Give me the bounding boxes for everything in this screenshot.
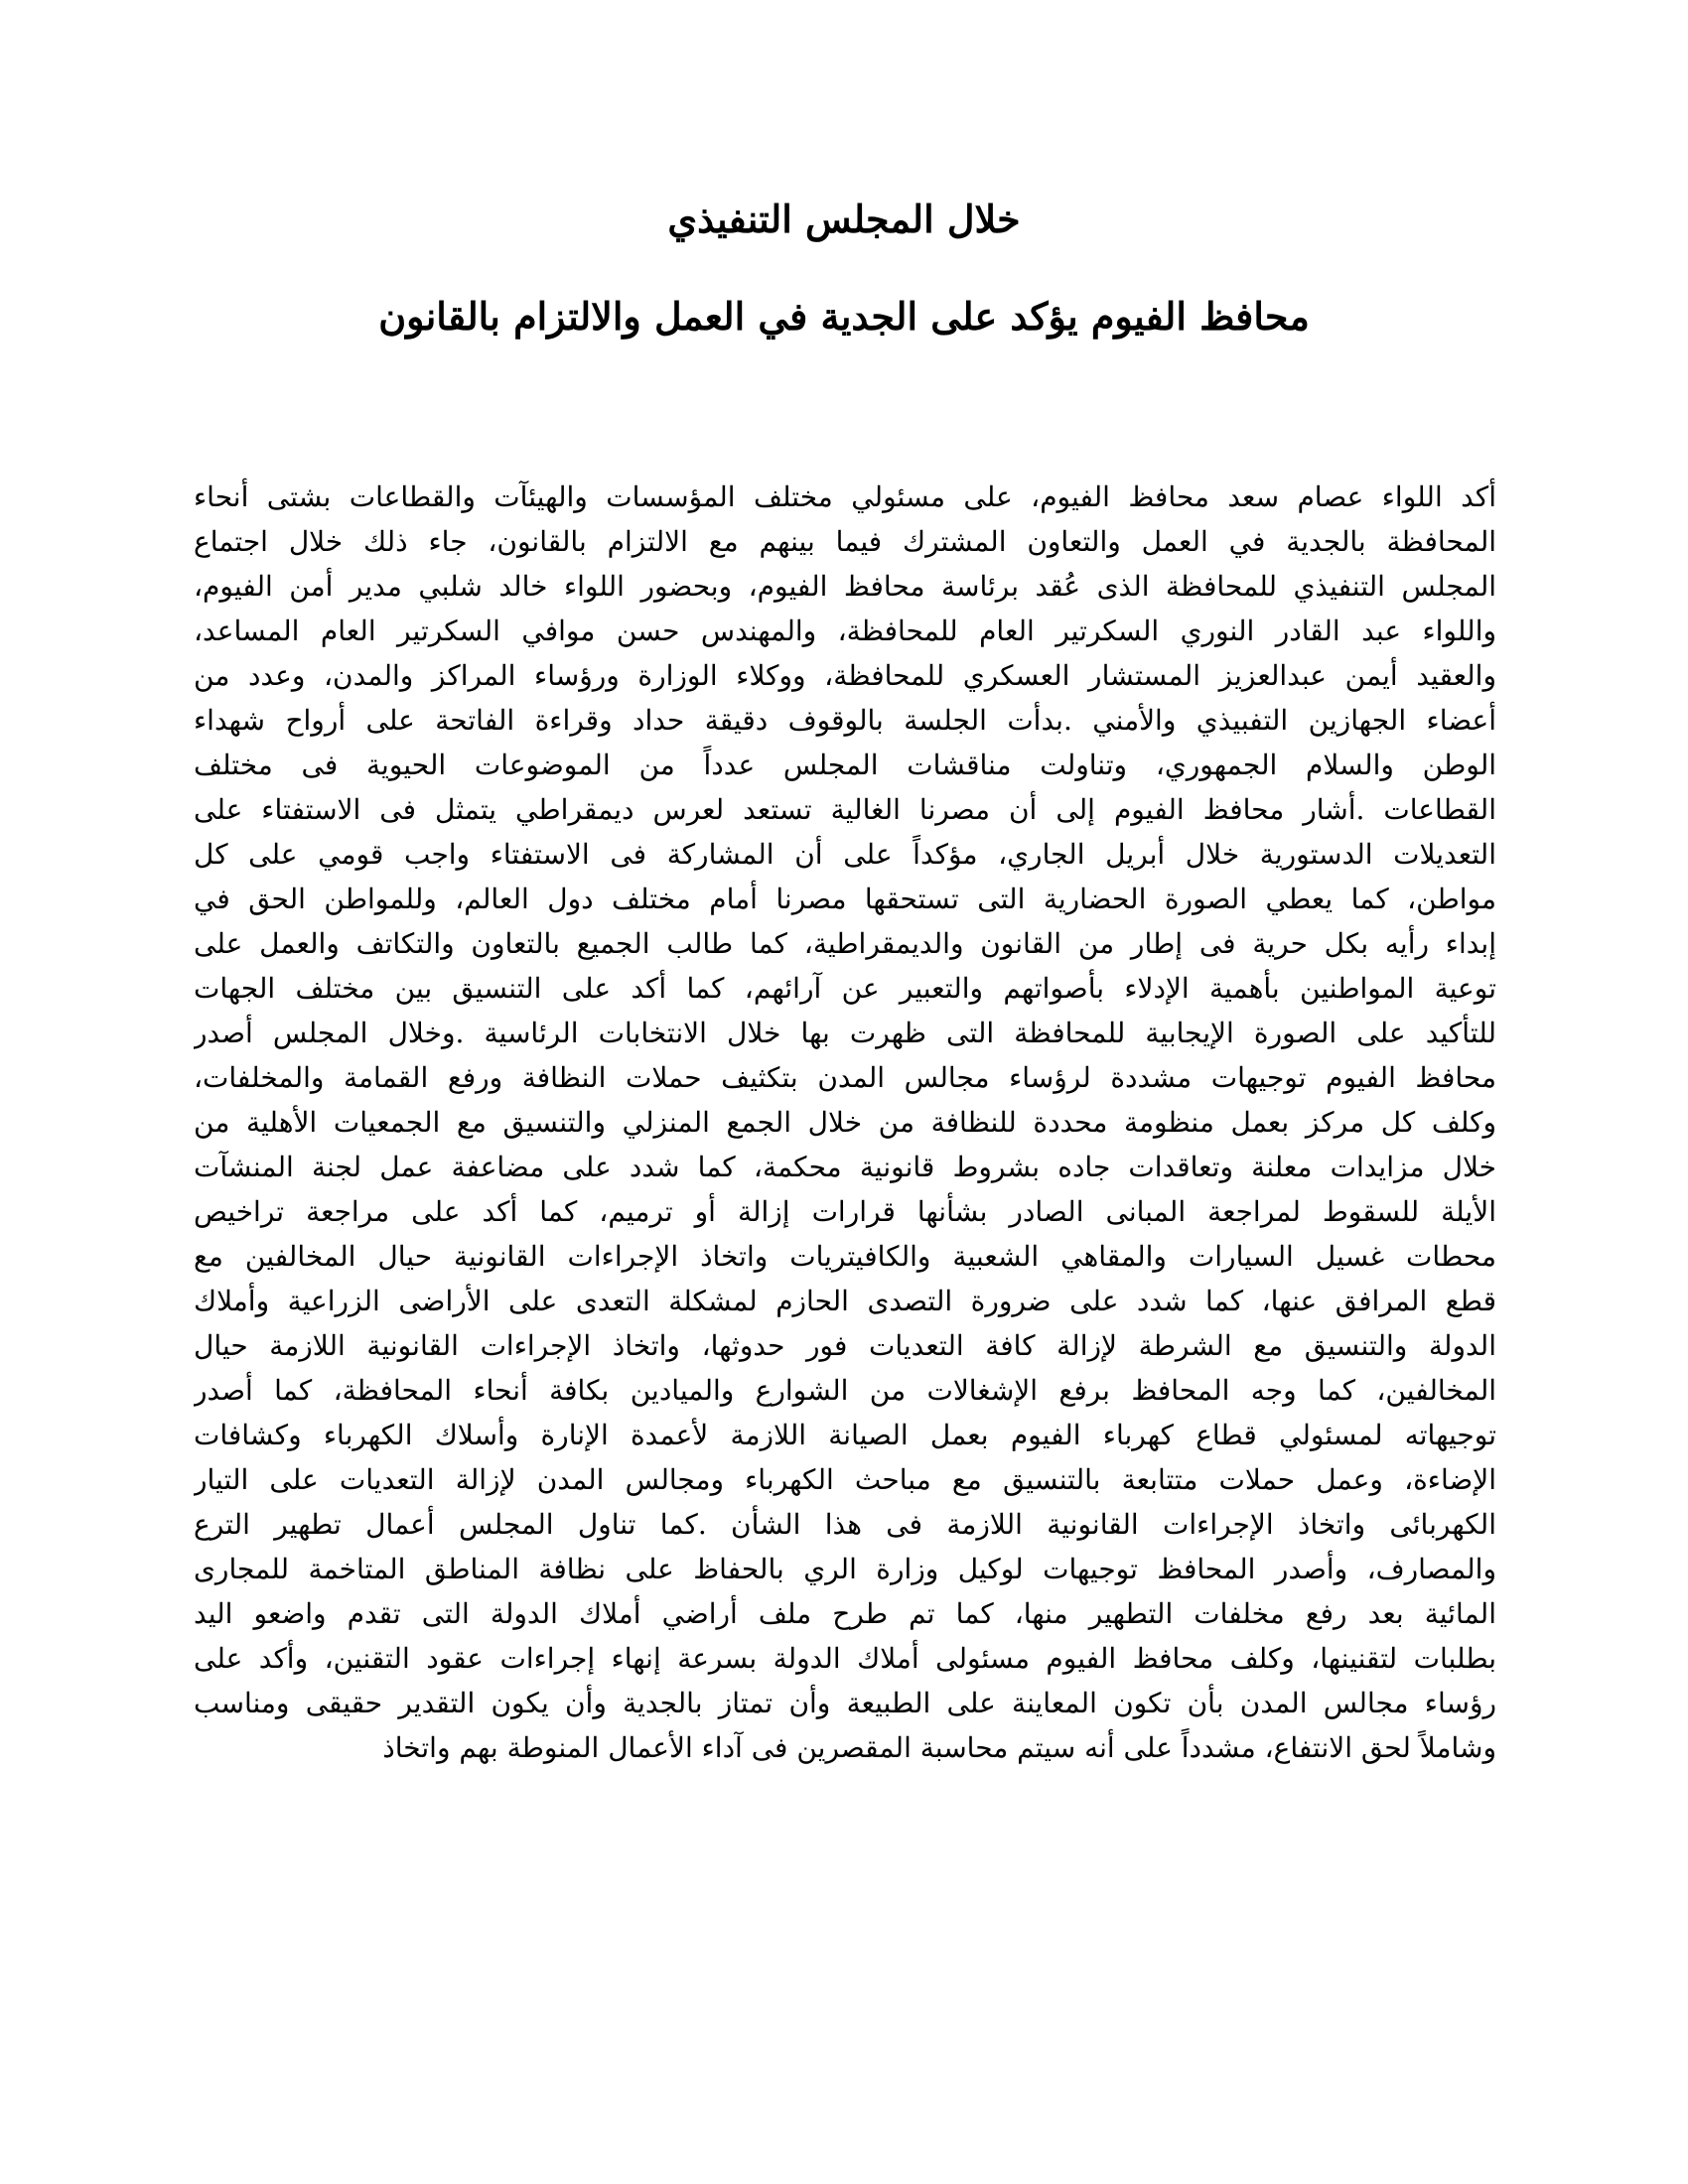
body-line: مواطن، كما يعطي الصورة الحضارية التى تستحقها مصرنا أمام مختلف دول العالم، وللمواطن الحق في [194,883,1496,915]
body-line: أعضاء الجهازين التفبيذي والأمني .بدأت الجلسة بالوقوف دقيقة حداد وقراءة الفاتحة على أرواح شهداء [194,704,1496,737]
body-line: المحافظة بالجدية في العمل والتعاون المشترك فيما بينهم مع الالتزام بالقانون، جاء ذلك خلال اجتماع [194,525,1496,558]
body-line: الدولة والتنسيق مع الشرطة لإزالة كافة التعديات فور حدوثها، واتخاذ الإجراءات القانونية اللازمة حيال [194,1329,1496,1362]
body-line: أكد اللواء عصام سعد محافظ الفيوم، على مسئولي مختلف المؤسسات والهيئآت والقطاعات بشتى أنحاء [194,480,1496,513]
body-line: توعية المواطنين بأهمية الإدلاء بأصواتهم والتعبير عن آرائهم، كما أكد على التنسيق بين مختلف الجهات [194,972,1496,1005]
body-line: خلال مزايدات معلنة وتعاقدات جاده بشروط قانونية محكمة، كما شدد على مضاعفة عمل لجنة المنشآت [194,1151,1496,1183]
body-line: الكهربائى واتخاذ الإجراءات القانونية اللازمة فى هذا الشأن .كما تناول المجلس أعمال تطهير الترع [194,1508,1496,1541]
body-line: واللواء عبد القادر النوري السكرتير العام للمحافظة، والمهندس حسن موافي السكرتير العام المساعد، [194,614,1496,647]
body-line: وكلف كل مركز بعمل منظومة محددة للنظافة من خلال الجمع المنزلي والتنسيق مع الجمعيات الأهلية من [194,1106,1496,1139]
body-line: قطع المرافق عنها، كما شدد على ضرورة التصدى الحازم لمشكلة التعدى على الأراضى الزراعية وأملاك [194,1285,1496,1317]
body-line: الأيلة للسقوط لمراجعة المبانى الصادر بشأنها قرارات إزالة أو ترميم، كما أكد على مراجعة تراخيص [194,1195,1496,1228]
body-line: المائية بعد رفع مخلفات التطهير منها، كما تم طرح ملف أراضي أملاك الدولة التى تقدم واضعو اليد [194,1597,1496,1630]
document-subtitle: محافظ الفيوم يؤكد على الجدية في العمل والالتزام بالقانون [378,294,1310,339]
body-line: والمصارف، وأصدر المحافظ توجيهات لوكيل وزارة الري بالحفاظ على نظافة المناطق المتاخمة للمجارى [194,1553,1496,1585]
body-line: الوطن والسلام الجمهوري، وتناولت مناقشات المجلس عدداً من الموضوعات الحيوية فى مختلف [194,749,1496,781]
article-body [194,475,1496,1770]
body-line: القطاعات .أشار محافظ الفيوم إلى أن مصرنا الغالية تستعد لعرس ديمقراطي يتمثل فى الاستفتاء على [194,793,1496,826]
document-title: خلال المجلس التنفيذي [667,197,1021,241]
body-line: رؤساء مجالس المدن بأن تكون المعاينة على الطبيعة وأن تمتاز بالجدية وأن يكون التقدير حقيقى ومناسب [194,1687,1496,1719]
body-line: محطات غسيل السيارات والمقاهي الشعبية والكافيتريات واتخاذ الإجراءات القانونية حيال المخالفين مع [194,1240,1496,1273]
body-line: إبداء رأيه بكل حرية فى إطار من القانون والديمقراطية، كما طالب الجميع بالتعاون والتكاتف والعمل على [194,927,1496,960]
body-line: والعقيد أيمن عبدالعزيز المستشار العسكري للمحافظة، ووكلاء الوزارة ورؤساء المراكز والمدن، وعدد من [194,659,1496,692]
body-line: توجيهاته لمسئولي قطاع كهرباء الفيوم بعمل الصيانة اللازمة لأعمدة الإنارة وأسلاك الكهرباء وكشافات [194,1419,1496,1451]
body-line: المجلس التنفيذي للمحافظة الذى عُقد برئاسة محافظ الفيوم، وبحضور اللواء خالد شلبي مدير أمن الفيوم، [194,570,1496,603]
body-line: الإضاءة، وعمل حملات متتابعة بالتنسيق مع مباحث الكهرباء ومجالس المدن لإزالة التعديات على التيار [194,1463,1496,1496]
body-line: وشاملاً لحق الانتفاع، مشدداً على أنه سيتم محاسبة المقصرين فى آداء الأعمال المنوطة بهم واتخاذ [382,1731,1496,1764]
body-line: بطلبات لتقنينها، وكلف محافظ الفيوم مسئولى أملاك الدولة بسرعة إنهاء إجراءات عقود التقنين، وأكد على [194,1642,1496,1675]
body-line: محافظ الفيوم توجيهات مشددة لرؤساء مجالس المدن بتكثيف حملات النظافة ورفع القمامة والمخلفات، [194,1061,1496,1094]
body-line: التعديلات الدستورية خلال أبريل الجاري، مؤكداً على أن المشاركة فى الاستفتاء واجب قومي على كل [194,838,1496,871]
body-line: للتأكيد على الصورة الإيجابية للمحافظة التى ظهرت بها خلال الانتخابات الرئاسية .وخلال المجلس أصدر [194,1017,1496,1049]
body-line: المخالفين، كما وجه المحافظ برفع الإشغالات من الشوارع والميادين بكافة أنحاء المحافظة، كما أصدر [194,1374,1496,1407]
